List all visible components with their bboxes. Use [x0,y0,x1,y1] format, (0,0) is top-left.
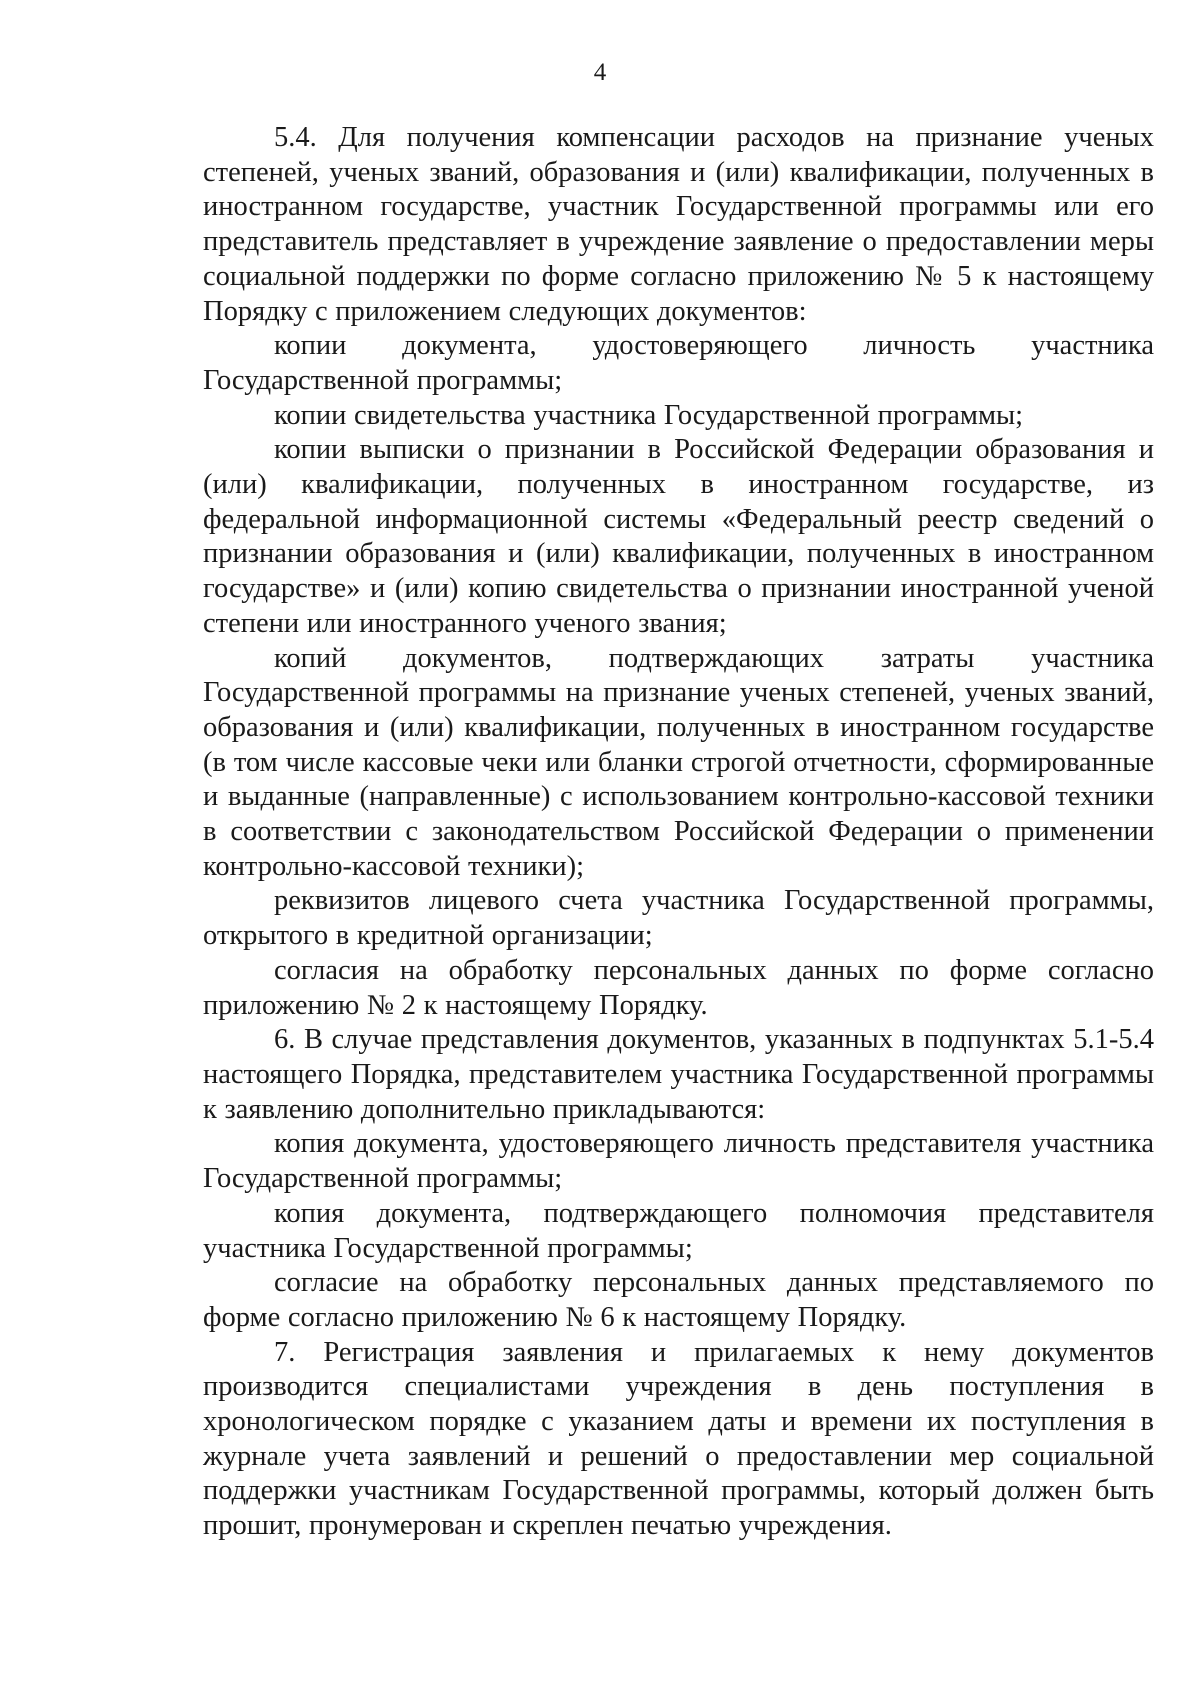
paragraph-6: 6. В случае представления документов, указанных в подпунктах 5.1-5.4 настоящего Порядка, представителем участника Государственной программы к заявлению дополнительно прикладываются: [203,1024,1154,1125]
list-item-representative-authority-copy: копия документа, подтверждающего полномочия представителя участника Государственной программы; [203,1197,1154,1264]
list-item-represented-consent: согласие на обработку персональных данных представляемого по форме согласно приложению № 6 к настоящему Порядку. [203,1267,1154,1333]
list-item-representative-identity-copy: копия документа, удостоверяющего личность представителя участника Государственной программы; [203,1128,1154,1195]
paragraph-7: 7. Регистрация заявления и прилагаемых к нему документов производится специалистами учреждения в день поступления в хронологическом порядке с указанием даты и времени их поступления в журнале учета заявлений и решений о предоставлении мер социальной поддержки участникам Государственной программы, который должен быть прошит, пронумерован и скреплен печатью учреждения. [203,1336,1154,1542]
list-item-certificate-copy: копии свидетельства участника Государственной программы; [274,399,1024,431]
page-number: 4 [593,59,607,86]
list-item-bank-account-details: реквизитов лицевого счета участника Государственной программы, открытого в кредитной организации; [203,885,1154,952]
list-item-recognition-extract-copy: копии выписки о признании в Российской Федерации образования и (или) квалификации, полученных в иностранном государстве, из федеральной информационной системы «Федеральный реестр сведений о признании образования и (или) квалификации, полученных в иностранном государстве» и (или) копию свидетельства о признании иностранной ученой степени или иностранного ученого звания; [203,434,1154,639]
paragraph-5-4: 5.4. Для получения компенсации расходов на признание ученых степеней, ученых званий, образования и (или) квалификации, полученных в иностранном государстве, участник Государственной программы или его представитель представляет в учреждение заявление о предоставлении меры социальной поддержки по форме согласно приложению № 5 к настоящему Порядку с приложением следующих документов: [203,122,1154,327]
list-item-expense-documents-copy: копий документов, подтверждающих затраты участника Государственной программы на признание ученых степеней, ученых званий, образования и (или) квалификации, полученных в иностранном государстве (в том числе кассовые чеки или бланки строгой отчетности, сформированные и выданные (направленные) с использованием контрольно-кассовой техники в соответствии с законодательством Российской Федерации о применении контрольно-кассовой техники); [203,642,1154,882]
document-body [203,121,1154,1544]
list-item-identity-document-copy: копии документа, удостоверяющего личность участника Государственной программы; [203,330,1154,396]
list-item-personal-data-consent: согласия на обработку персональных данных по форме согласно приложению № 2 к настоящему Порядку. [203,954,1154,1021]
